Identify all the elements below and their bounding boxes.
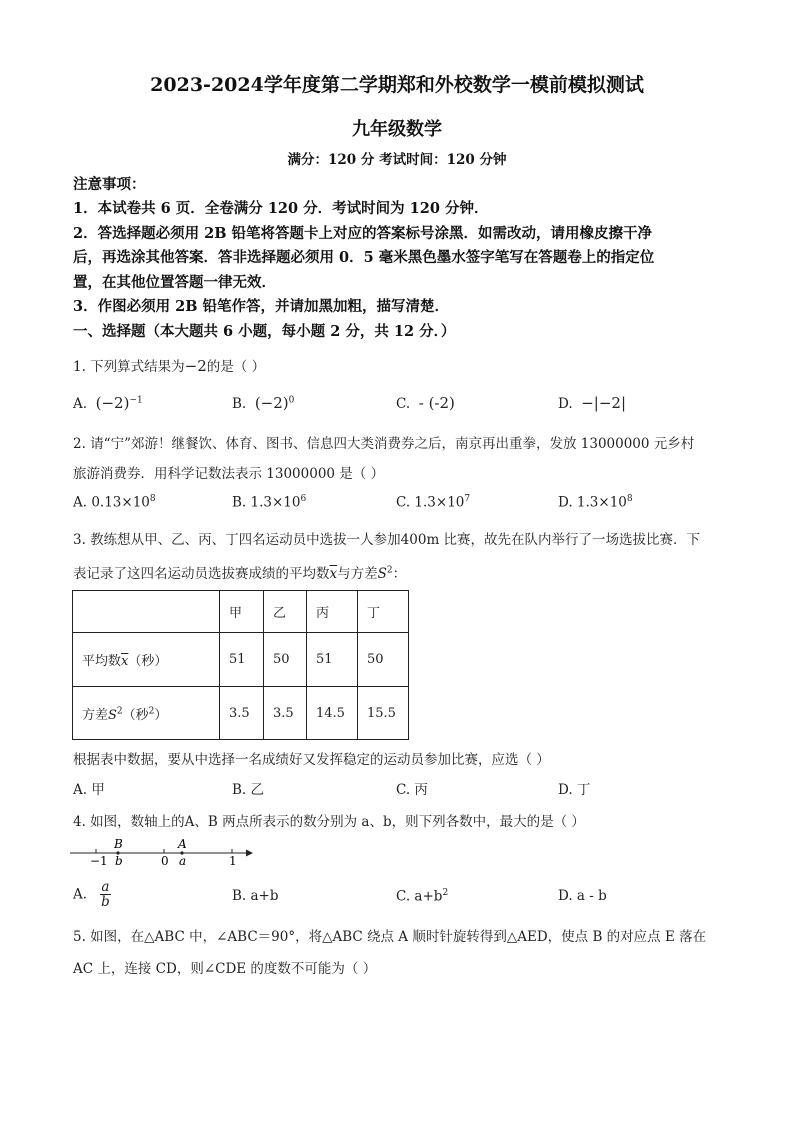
q2-option-d: D. $1.3\times 10^8$ (558, 494, 633, 511)
number-line (70, 834, 255, 870)
q5-stem-line1: 5. 如图，在△ABC 中，∠ABC＝90°，将△ABC 绕点 A 顺时针旋转得到△AED，使点 B 的对应点 E 落在 (73, 929, 707, 945)
label-a-bottom: a (179, 854, 187, 868)
table-cell: 50 (264, 633, 307, 687)
q2-option-b: B. $1.3\times 10^6$ (232, 494, 307, 511)
q2-option-a: A. $0.13\times 10^8$ (73, 494, 156, 511)
q4-stem: 4. 如图，数轴上的A、B 两点所表示的数分别为 a、b，则下列各数中，最大的是（ ） (73, 814, 585, 830)
number-line-arrow (246, 850, 253, 857)
table-header-ding: 丁 (358, 591, 409, 633)
table-cell: 51 (307, 633, 358, 687)
label-one: 1 (229, 854, 237, 868)
q3-option-b: B. 乙 (232, 782, 265, 798)
notice-item-2a: 2．答选择题必须用 2B 铅笔将答题卡上对应的答案标号涂黑．如需改动，请用橡皮擦干净 (73, 225, 653, 242)
table-header-jia: 甲 (220, 591, 264, 633)
q4-option-c: C. $a+b^2$ (396, 888, 449, 905)
q1-option-a: A. $(-2)^{-1}$ (73, 394, 143, 412)
q3-option-c: C. 丙 (396, 782, 428, 798)
table-cell: 14.5 (307, 687, 358, 740)
table-cell: 51 (220, 633, 264, 687)
q1-option-b: B. $(-2)^0$ (232, 394, 295, 412)
table-row-label-mean: 平均数$\overline{x}$（秒） (73, 633, 220, 687)
table-row (73, 687, 409, 740)
q3-score-table (72, 590, 409, 740)
q3-after: 根据表中数据，要从中选择一名成绩好又发挥稳定的运动员参加比赛，应选（ ） (73, 752, 550, 768)
q4-option-d: D. a - b (558, 888, 607, 904)
q3-stem-line2: 表记录了这四名运动员选拔赛成绩的平均数$\overline{x}$与方差$S^2$： (73, 565, 407, 582)
table-corner-cell (73, 591, 220, 633)
table-row (73, 633, 409, 687)
table-cell: 50 (358, 633, 409, 687)
table-cell: 3.5 (264, 687, 307, 740)
notice-item-2c: 置，在其他位置答题一律无效． (73, 274, 276, 291)
table-header-yi: 乙 (264, 591, 307, 633)
notice-heading: 注意事项： (73, 176, 146, 193)
q1-option-d: D. −|−2| (558, 394, 627, 412)
label-zero: 0 (161, 854, 169, 868)
q1-stem: 1. 下列算式结果为−2的是（ ） (73, 357, 266, 375)
table-cell: 15.5 (358, 687, 409, 740)
notice-item-3: 3．作图必须用 2B 铅笔作答，并请加黑加粗，描写清楚． (73, 298, 450, 315)
table-cell: 3.5 (220, 687, 264, 740)
q4-option-a: A. $\frac{a}{b}$ (73, 879, 110, 910)
notice-item-1: 1．本试卷共 6 页．全卷满分 120 分．考试时间为 120 分钟． (73, 200, 489, 217)
exam-meta: 满分：120 分 考试时间：120 分钟 (287, 152, 507, 168)
q1-option-c: C. - (-2) (396, 394, 455, 412)
notice-item-2b: 后，再选涂其他答案．答非选择题必须用 0．5 毫米黑色墨水签字笔写在答题卷上的指定位 (73, 249, 655, 266)
label-minus-one: −1 (90, 854, 108, 868)
table-row-label-variance: 方差$S^2$（秒$^2$） (73, 687, 220, 740)
label-b-top: B (114, 837, 123, 851)
q2-stem-line2: 旅游消费券．用科学记数法表示 13000000 是（ ） (73, 466, 385, 482)
q3-option-d: D. 丁 (558, 782, 591, 798)
q5-stem-line2: AC 上，连接 CD，则∠CDE 的度数不可能为（ ） (73, 961, 377, 977)
exam-subtitle: 九年级数学 (352, 119, 442, 140)
q2-stem-line1: 2. 请“宁”郊游！继餐饮、体育、图书、信息四大类消费券之后，南京再出重拳，发放 13000000 元乡村 (73, 436, 695, 452)
table-header-row (73, 591, 409, 633)
table-header-bing: 丙 (307, 591, 358, 633)
section-heading: 一、选择题（本大题共 6 小题，每小题 2 分，共 12 分．） (73, 323, 456, 340)
exam-title: 2023-2024学年度第二学期郑和外校数学一模前模拟测试 (150, 74, 644, 96)
q3-stem-line1: 3. 教练想从甲、乙、丙、丁四名运动员中选拔一人参加400m 比赛，故先在队内举行了一场选拔比赛．下 (73, 532, 701, 548)
label-b-bottom: b (115, 854, 123, 868)
q2-option-c: C. $1.3\times 10^7$ (396, 494, 471, 511)
q3-option-a: A. 甲 (73, 782, 105, 798)
label-a-top: A (178, 837, 187, 851)
fraction-a-over-b: $\frac{a}{b}$ (101, 879, 110, 910)
q4-option-b: B. a+b (232, 888, 279, 904)
